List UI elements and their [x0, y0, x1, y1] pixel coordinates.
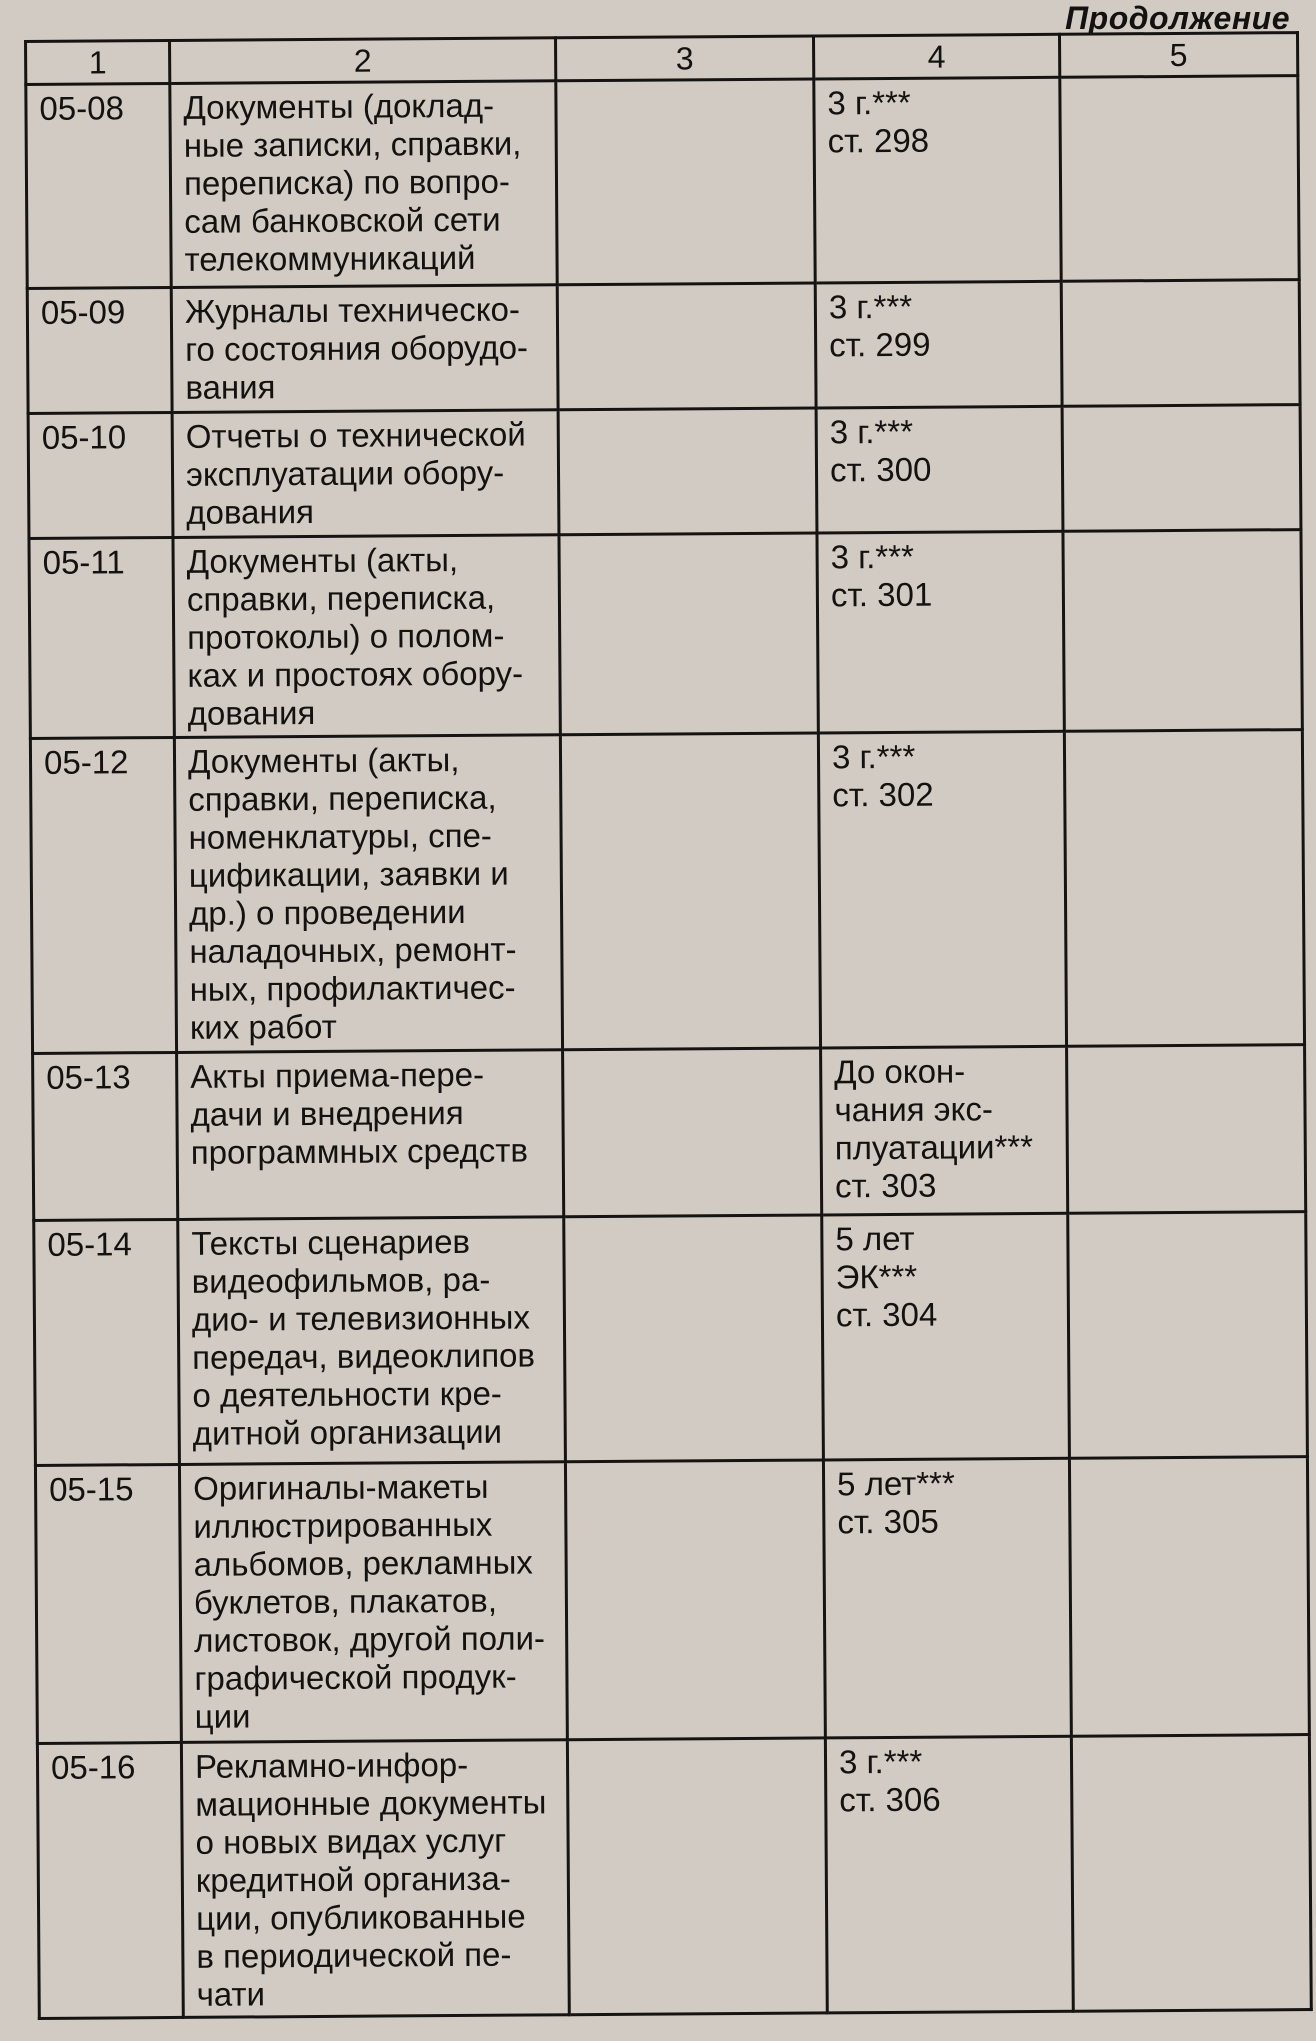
column-header-3: 3 — [555, 36, 813, 81]
row-col3 — [565, 1460, 825, 1740]
row-retention-term: 3 г.*** ст. 306 — [825, 1736, 1073, 2013]
row-col3 — [560, 733, 820, 1050]
row-description: Документы (акты, справки, переписка, протоколы) о полом- ках и простоях обору- дования — [173, 535, 560, 738]
column-header-4: 4 — [813, 34, 1059, 79]
row-retention-term: 3 г.*** ст. 299 — [815, 281, 1062, 408]
row-col3 — [563, 1048, 822, 1217]
row-retention-term: 5 лет*** ст. 305 — [823, 1458, 1071, 1738]
row-description: Документы (доклад- ные записки, справки, переписка) по вопро- сам банковской сети телекоммуникаций — [170, 81, 557, 288]
row-description: Документы (акты, справки, переписка, номенклатуры, спе- цификации, заявки и др.) о проведении наладочных, ремонт- ных, профилактичес- ких работ — [174, 735, 562, 1053]
row-col5 — [1068, 1212, 1308, 1459]
row-retention-term: 3 г.*** ст. 302 — [818, 731, 1066, 1048]
row-code: 05-13 — [33, 1052, 178, 1220]
row-col5 — [1067, 1045, 1306, 1214]
row-col3 — [559, 533, 818, 735]
table-row — [29, 530, 1302, 739]
row-code: 05-09 — [27, 287, 172, 413]
row-description: Тексты сценариев видеофильмов, ра- дио- и телевизионных передач, видеоклипов о деятельности кре- дитной организации — [178, 1217, 566, 1465]
row-code: 05-11 — [29, 537, 174, 738]
table-row — [33, 1045, 1306, 1221]
table-row — [34, 1212, 1308, 1466]
table-row — [30, 730, 1304, 1054]
row-code: 05-08 — [26, 83, 171, 288]
row-description: Акты приема-пере- дачи и внедрения программных средств — [177, 1050, 564, 1220]
row-code: 05-10 — [28, 412, 173, 538]
row-code: 05-12 — [30, 737, 176, 1053]
row-code: 05-15 — [35, 1464, 181, 1743]
table-row — [27, 280, 1300, 414]
table-row — [28, 405, 1301, 539]
table-row — [37, 1735, 1311, 2019]
row-col5 — [1062, 405, 1301, 532]
row-retention-term: 3 г.*** ст. 300 — [816, 406, 1063, 533]
row-col3 — [558, 408, 817, 535]
row-description: Оригиналы-макеты иллюстрированных альбомов, рекламных буклетов, плакатов, листовок, другой поли- графической продук- ции — [179, 1462, 567, 1743]
row-col5 — [1063, 530, 1302, 732]
row-retention-term: 3 г.*** ст. 301 — [817, 531, 1064, 733]
row-code: 05-14 — [34, 1219, 180, 1465]
row-col5 — [1061, 280, 1300, 407]
row-col5 — [1071, 1735, 1311, 2012]
retention-table — [24, 31, 1313, 2020]
row-description: Рекламно-инфор- мационные документы о новых видах услуг кредитной организа- ции, опубликованные в периодической пе- чати — [181, 1740, 569, 2018]
row-retention-term: 5 лет ЭК*** ст. 304 — [822, 1213, 1070, 1460]
row-col3 — [567, 1738, 827, 2015]
row-col5 — [1064, 730, 1304, 1047]
row-col5 — [1060, 76, 1299, 282]
column-header-2: 2 — [170, 38, 556, 84]
row-col5 — [1069, 1457, 1309, 1737]
column-header-1: 1 — [26, 40, 170, 84]
row-col3 — [557, 283, 816, 410]
row-description: Журналы техническо- го состояния оборудо- вания — [171, 285, 558, 413]
column-header-5: 5 — [1059, 33, 1297, 78]
row-code: 05-16 — [37, 1742, 183, 2018]
row-retention-term: До окон- чания экс- плуатации*** ст. 303 — [821, 1046, 1068, 1215]
row-col3 — [556, 79, 815, 285]
table-row — [35, 1457, 1309, 1744]
continuation-label: Продолжение — [1065, 0, 1290, 36]
row-retention-term: 3 г.*** ст. 298 — [814, 77, 1061, 283]
row-description: Отчеты о технической эксплуатации обору- дования — [172, 410, 559, 538]
table-row — [26, 76, 1299, 289]
row-col3 — [564, 1215, 824, 1462]
